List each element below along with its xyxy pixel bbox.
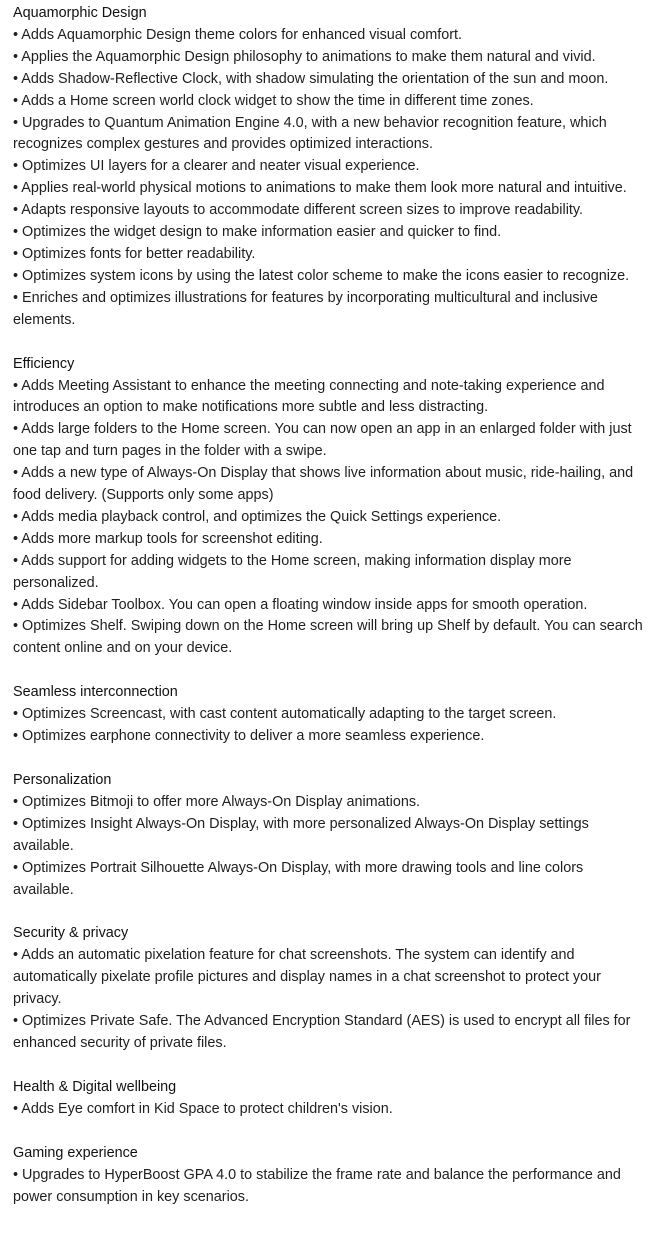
bullet-list: [13, 1165, 645, 1209]
release-section: [13, 1077, 645, 1121]
bullet-item: • Adds Shadow-Reflective Clock, with shadow simulating the orientation of the sun and moon.: [13, 70, 609, 87]
bullet-item: • Optimizes Private Safe. The Advanced Encryption Standard (AES) is used to encrypt all files for enhanced security of private files.: [13, 1013, 631, 1051]
section-heading: Seamless interconnection: [13, 684, 178, 701]
bullet-item: • Adds an automatic pixelation feature for chat screenshots. The system can identify and automatically pixelate profile pictures and display names in a chat screenshot to protect your privacy.: [13, 947, 601, 1008]
release-section: [13, 923, 645, 1054]
bullet-item: • Optimizes the widget design to make information easier and quicker to find.: [13, 224, 502, 241]
bullet-item: • Adds Sidebar Toolbox. You can open a floating window inside apps for smooth operation.: [13, 596, 588, 613]
release-section: [13, 3, 645, 332]
bullet-item: • Adds Eye comfort in Kid Space to protect children's vision.: [13, 1100, 393, 1117]
bullet-item: • Optimizes Portrait Silhouette Always-On Display, with more drawing tools and line colors available.: [13, 859, 584, 898]
bullet-item: • Adds a Home screen world clock widget to show the time in different time zones.: [13, 92, 534, 109]
bullet-list: [13, 25, 645, 332]
section-heading: Health & Digital wellbeing: [13, 1078, 177, 1095]
bullet-item: • Applies real-world physical motions to animations to make them look more natural and intuitive.: [13, 180, 627, 197]
bullet-list: [13, 945, 645, 1055]
bullet-item: • Optimizes Insight Always-On Display, with more personalized Always-On Display settings available.: [13, 815, 589, 854]
bullet-item: • Optimizes Screencast, with cast content automatically adapting to the target screen.: [13, 706, 557, 723]
bullet-item: • Optimizes Bitmoji to offer more Always-On Display animations.: [13, 793, 421, 810]
bullet-item: • Adds more markup tools for screenshot editing.: [13, 530, 323, 547]
bullet-item: • Adapts responsive layouts to accommodate different screen sizes to improve readability.: [13, 202, 584, 219]
bullet-item: • Adds a new type of Always-On Display that shows live information about music, ride-hailing, and food delivery. (Supports only some apps): [13, 465, 634, 504]
release-section: [13, 682, 645, 748]
section-heading: Gaming experience: [13, 1144, 138, 1161]
bullet-item: • Enriches and optimizes illustrations for features by incorporating multicultural and inclusive elements.: [13, 289, 598, 328]
bullet-item: • Optimizes earphone connectivity to deliver a more seamless experience.: [13, 728, 485, 745]
bullet-list: [13, 1099, 645, 1121]
bullet-item: • Adds large folders to the Home screen. You can now open an app in an enlarged folder with just one tap and turn pages in the folder with a swipe.: [13, 421, 632, 460]
bullet-item: • Optimizes system icons by using the latest color scheme to make the icons easier to recognize.: [13, 267, 630, 284]
bullet-list: [13, 704, 645, 748]
section-heading: Personalization: [13, 772, 112, 788]
bullet-list: [13, 792, 645, 902]
bullet-item: • Adds Aquamorphic Design theme colors for enhanced visual comfort.: [13, 26, 462, 43]
bullet-item: • Optimizes fonts for better readability.: [13, 245, 256, 262]
release-section: [13, 354, 645, 661]
bullet-item: • Adds support for adding widgets to the Home screen, making information display more personalized.: [13, 552, 572, 591]
section-heading: Aquamorphic Design: [13, 5, 147, 21]
section-heading: Security & privacy: [13, 925, 129, 942]
section-heading: Efficiency: [13, 355, 75, 372]
bullet-item: • Upgrades to Quantum Animation Engine 4.0, with a new behavior recognition feature, which recognizes complex gestures and provides optimized interactions.: [13, 114, 607, 153]
bullet-list: [13, 376, 645, 661]
release-section: [13, 1143, 645, 1209]
bullet-item: • Adds media playback control, and optimizes the Quick Settings experience.: [13, 508, 502, 525]
bullet-item: • Optimizes UI layers for a clearer and neater visual experience.: [13, 158, 420, 175]
release-section: [13, 770, 645, 901]
bullet-item: • Upgrades to HyperBoost GPA 4.0 to stabilize the frame rate and balance the performance and power consumption in key scenarios.: [13, 1166, 621, 1205]
bullet-item: • Optimizes Shelf. Swiping down on the Home screen will bring up Shelf by default. You can search content online and on your device.: [13, 618, 643, 657]
bullet-item: • Adds Meeting Assistant to enhance the meeting connecting and note-taking experience and introduces an option to make notifications more subtle and less distracting.: [13, 377, 605, 416]
bullet-item: • Applies the Aquamorphic Design philosophy to animations to make them natural and vivid.: [13, 48, 596, 65]
